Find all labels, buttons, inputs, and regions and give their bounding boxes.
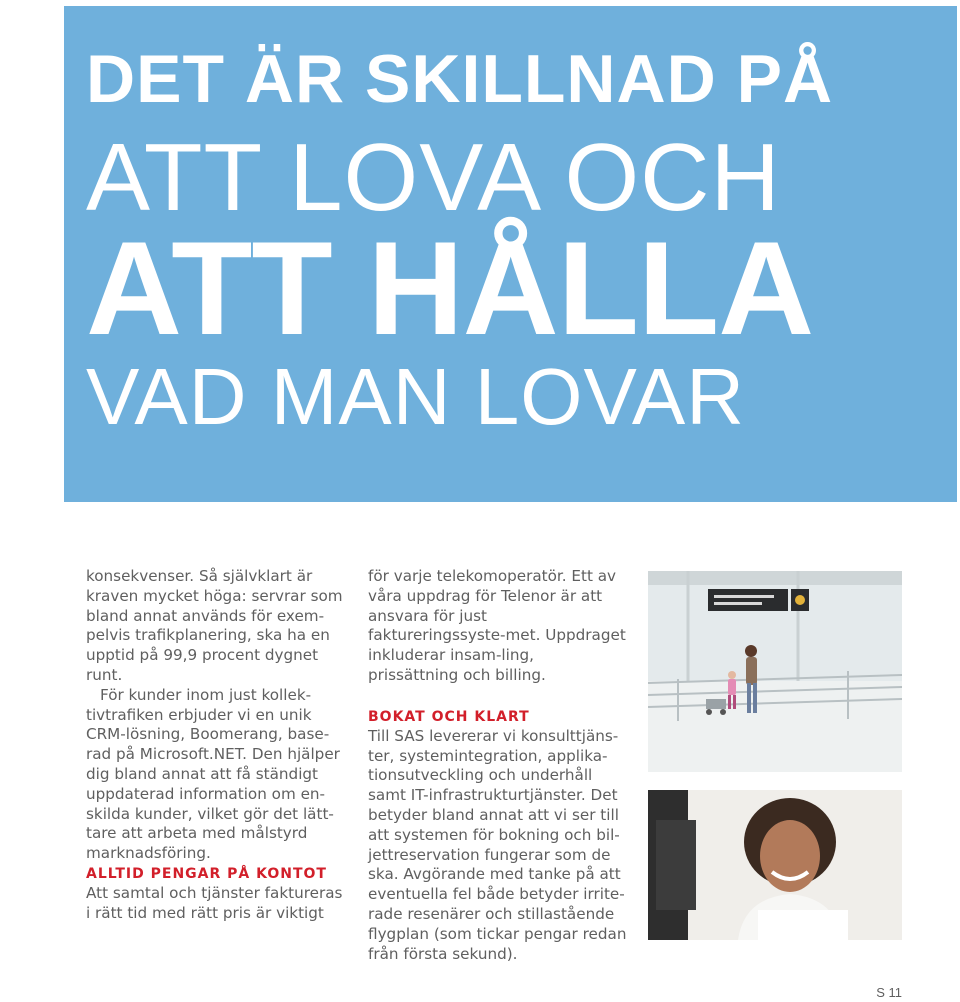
headline-line-2: ATT LOVA OCH <box>86 124 781 231</box>
woman-portrait-photo <box>648 790 902 940</box>
paragraph: Till SAS levererar vi konsulttjäns-ter, systemintegration, applika-tionsutveckling och underhåll samt IT-infrastrukturtjänster. Det betyder bland annat att vi ser till att systemen för bokning och bil-jettreservation fungerar som de ska. Avgörande med tanke på att eventuella fel både betyder irrite-rade resenärer och stillastående flygplan (som tickar pengar redan från första sekund). <box>368 726 627 963</box>
paragraph: Att samtal och tjänster faktureras i rätt tid med rätt pris är viktigt <box>86 883 343 922</box>
article-column-2 <box>368 567 628 964</box>
article-column-1 <box>86 567 348 924</box>
subheading: BOKAT OCH KLART <box>368 708 530 725</box>
airport-scene-illustration <box>648 571 902 772</box>
paragraph: konsekvenser. Så självklart är kraven mycket höga: servrar som bland annat används för exem-pelvis trafikplanering, ska ha en upptid på 99,9 procent dygnet runt. <box>86 567 343 684</box>
paragraph: För kunder inom just kollek-tivtrafiken erbjuder vi en unik CRM-lösning, Boomerang, base-rad på Microsoft.NET. Den hjälper dig bland annat att få ständigt uppdaterad information om en-skilda kunder, vilket gör det lätt-tare att arbeta med målstyrd marknadsföring. <box>86 685 340 863</box>
portrait-illustration <box>648 790 902 940</box>
headline-line-3: ATT HÅLLA <box>86 215 814 363</box>
paragraph: för varje telekomoperatör. Ett av våra uppdrag för Telenor är att ansvara för just faktureringssyste-met. Uppdraget inkluderar insam-ling, prissättning och billing. <box>368 567 626 684</box>
headline-line-4: VAD MAN LOVAR <box>86 352 746 441</box>
page-number: S 11 <box>876 985 902 1000</box>
airport-photo <box>648 571 902 772</box>
headline-line-1: DET ÄR SKILLNAD PÅ <box>86 41 834 117</box>
headline-banner <box>64 6 957 502</box>
subheading: ALLTID PENGAR PÅ KONTOT <box>86 865 327 882</box>
